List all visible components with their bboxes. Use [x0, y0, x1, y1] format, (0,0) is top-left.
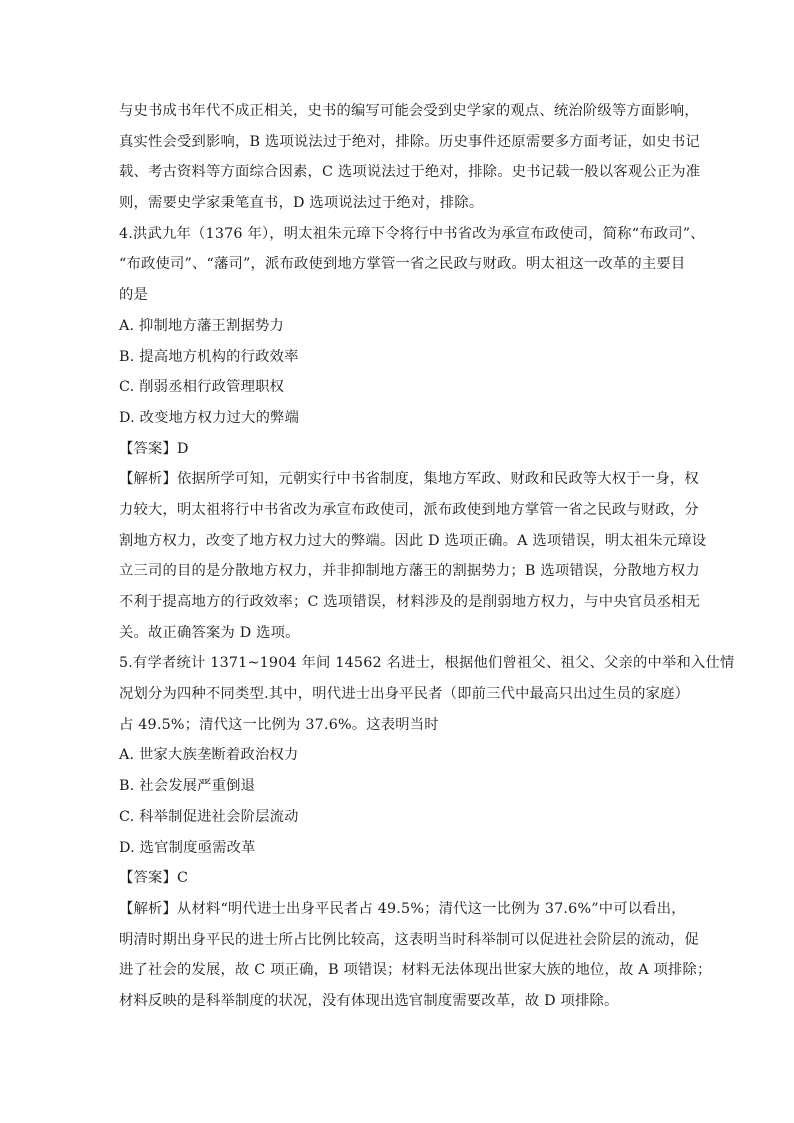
option-c: C. 科举制促进社会阶层流动: [119, 808, 299, 825]
explanation-line: 关。故正确答案为 D 选项。: [119, 624, 300, 641]
question-stem-line: “布政使司”、“藩司”，派布政使到地方掌管一省之民政与财政。明太祖这一改革的主要目: [119, 256, 686, 273]
previous-explanation: [119, 96, 701, 219]
explanation-line: 进了社会的发展，故 C 项正确，B 项错误；材料无法体现出世家大族的地位，故 A 项排除；: [119, 962, 712, 979]
question-stem-line: 况划分为四种不同类型.其中，明代进士出身平民者（即前三代中最高只出过生员的家庭）: [119, 686, 690, 703]
question-stem-line: 4.洪武九年（1376 年），明太祖朱元璋下令将行中书省改为承宣布政使司，简称“布政司”、: [119, 225, 705, 242]
option-a: A. 世家大族垄断着政治权力: [119, 747, 299, 764]
option-c: C. 削弱丞相行政管理职权: [119, 379, 285, 396]
explanation-line: 【解析】依据所学可知，元朝实行中书省制度，集地方军政、财政和民政等大权于一身，权: [119, 471, 699, 488]
option-a: A. 抑制地方藩王割据势力: [119, 317, 284, 334]
explanation-line: 明清时期出身平民的进士所占比例比较高，这表明当时科举制可以促进社会阶层的流动，促: [119, 931, 699, 948]
explanation-line: 不利于提高地方的行政效率；C 选项错误，材料涉及的是削弱地方权力，与中央官员丞相无: [119, 594, 701, 610]
question-4: [119, 219, 707, 649]
text-line: 则，需要史学家秉笔直书，D 选项说法过于绝对，排除。: [119, 195, 484, 212]
explanation-line: 【解析】从材料“明代进士出身平民者占 49.5%；清代这一比例为 37.6%”中可以看出，: [119, 900, 686, 917]
question-stem-line: 占 49.5%；清代这一比例为 37.6%。这表明当时: [119, 716, 439, 733]
text-line: 与史书成书年代不成正相关，史书的编写可能会受到史学家的观点、统治阶级等方面影响，: [119, 103, 699, 119]
answer-line: 【答案】D: [119, 440, 189, 457]
explanation-line: 力较大，明太祖将行中书省改为承宣布政使司，派布政使到地方掌管一省之民政与财政，分: [119, 501, 699, 518]
option-b: B. 提高地方机构的行政效率: [119, 348, 299, 365]
option-d: D. 改变地方权力过大的弊端: [119, 409, 300, 426]
question-stem-line: 的是: [119, 287, 148, 304]
question-stem-line: 5.有学者统计 1371~1904 年间 14562 名进士，根据他们曾祖父、祖父、父亲的中举和入仕情: [119, 655, 735, 672]
question-5: [119, 648, 735, 1016]
text-line: 载、考古资料等方面综合因素，C 选项说法过于绝对，排除。史书记载一般以客观公正为准: [119, 164, 701, 181]
explanation-line: 割地方权力，改变了地方权力过大的弊端。因此 D 选项正确。A 选项错误，明太祖朱元璋设: [119, 532, 707, 549]
document-page: [119, 96, 735, 1017]
option-d: D. 选官制度亟需改革: [119, 839, 256, 856]
explanation-line: 材料反映的是科举制度的状况，没有体现出选官制度需要改革，故 D 项排除。: [119, 992, 619, 1009]
answer-line: 【答案】C: [119, 870, 189, 887]
explanation-line: 立三司的目的是分散地方权力，并非抑制地方藩王的割据势力；B 选项错误，分散地方权力: [119, 563, 700, 580]
option-b: B. 社会发展严重倒退: [119, 778, 256, 795]
text-line: 真实性会受到影响，B 选项说法过于绝对，排除。历史事件还原需要多方面考证，如史书记: [119, 133, 700, 150]
